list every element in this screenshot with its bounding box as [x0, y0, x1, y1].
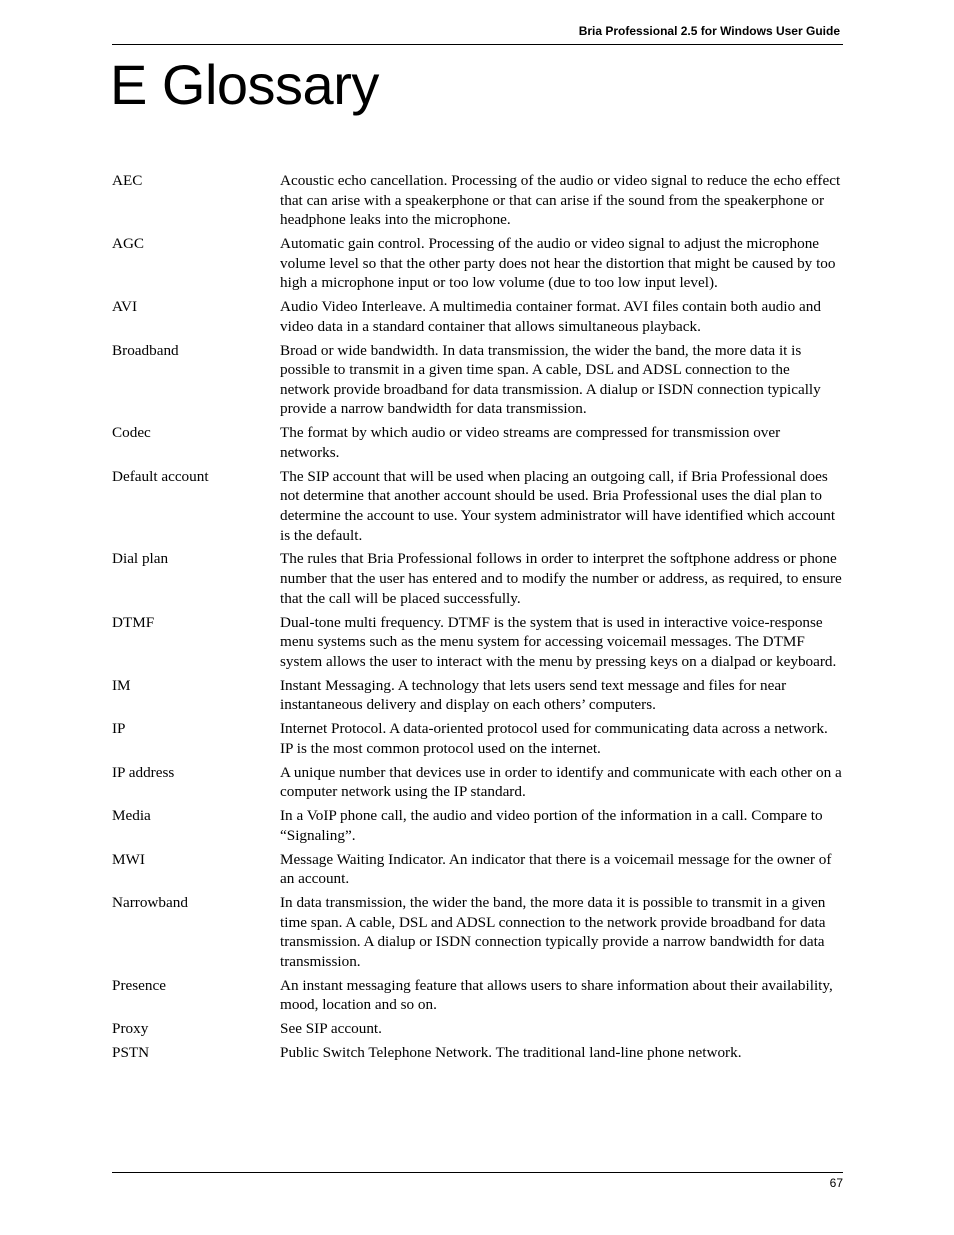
footer-divider: [112, 1172, 843, 1173]
glossary-entry: [112, 850, 843, 889]
glossary-term: IP: [112, 720, 126, 738]
chapter-title: E Glossary: [110, 53, 379, 116]
glossary-term: Default account: [112, 467, 209, 485]
glossary-entry: [112, 234, 843, 293]
glossary-term: AVI: [112, 298, 138, 316]
glossary-entry: [112, 613, 843, 672]
glossary-definition: The format by which audio or video streams are compressed for transmission over networks.: [280, 424, 781, 461]
glossary-term: Dial plan: [112, 550, 169, 568]
glossary-entry: [112, 171, 843, 230]
glossary-entry: [112, 676, 843, 715]
glossary-entry: [112, 976, 843, 1015]
glossary-entry: [112, 549, 843, 608]
glossary-definition: Instant Messaging. A technology that lets users send text message and files for near instantaneous delivery and display on each others’ computers.: [280, 676, 787, 714]
glossary-definition: In a VoIP phone call, the audio and video portion of the information in a call. Compare to “Signaling”.: [280, 807, 823, 844]
glossary-definition: Automatic gain control. Processing of the audio or video signal to adjust the microphone volume level so that the other party does not hear the distortion that might be caused by too high a microphone input or too low volume (due to too low input level).: [280, 235, 836, 292]
glossary-term: DTMF: [112, 613, 155, 631]
glossary-definition: Audio Video Interleave. A multimedia container format. AVI files contain both audio and video data in a standard container that allows simultaneous playback.: [280, 298, 821, 335]
glossary-entry: [112, 1019, 843, 1039]
glossary-list: [112, 171, 843, 1067]
glossary-definition: Dual-tone multi frequency. DTMF is the system that is used in interactive voice-response menu systems such as the menu system for accessing voicemail messages. The DTMF system allows the user to interact with the menu by pressing keys on a dialpad or keyboard.: [280, 613, 837, 670]
glossary-entry: [112, 719, 843, 758]
glossary-definition: See SIP account.: [280, 1020, 382, 1038]
glossary-definition: A unique number that devices use in order to identify and communicate with each other on a computer network using the IP standard.: [280, 763, 842, 801]
glossary-definition: Public Switch Telephone Network. The traditional land-line phone network.: [280, 1044, 742, 1062]
glossary-definition: Internet Protocol. A data-oriented protocol used for communicating data across a network. IP is the most common protocol used on the internet.: [280, 720, 828, 757]
glossary-term: Proxy: [112, 1020, 149, 1038]
glossary-term: Media: [112, 807, 151, 825]
glossary-definition: The rules that Bria Professional follows in order to interpret the softphone address or phone number that the user has entered and to modify the number or address, as required, to ensure that the call will be placed successfully.: [280, 550, 842, 607]
glossary-definition: Broad or wide bandwidth. In data transmission, the wider the band, the more data it is possible to transmit in a given time span. A cable, DSL and ADSL connection to the network provide broadband for data transmission. A dialup or ISDN connection typically provide a narrow bandwidth for data transmission.: [280, 341, 821, 418]
glossary-entry: [112, 1043, 843, 1063]
glossary-term: Narrowband: [112, 894, 188, 912]
glossary-entry: [112, 297, 843, 336]
glossary-definition: Acoustic echo cancellation. Processing of the audio or video signal to reduce the echo effect that can arise with a speakerphone or that can arise if the sound from the speakerphone or headphone leaks into the microphone.: [280, 172, 841, 229]
glossary-entry: [112, 467, 843, 545]
glossary-term: Broadband: [112, 341, 179, 359]
header-divider: [112, 44, 843, 45]
glossary-entry: [112, 341, 843, 419]
glossary-term: AGC: [112, 235, 145, 253]
page-number: 67: [829, 1176, 843, 1190]
glossary-definition: In data transmission, the wider the band, the more data it is possible to transmit in a given time span. A cable, DSL and ADSL connection to the network provide broadband for data transmission. A dialup or ISDN connection typically provide a narrow bandwidth for data transmission.: [280, 894, 826, 970]
glossary-definition: An instant messaging feature that allows users to share information about their availability, mood, location and so on.: [280, 976, 833, 1014]
glossary-definition: Message Waiting Indicator. An indicator that there is a voicemail message for the owner of an account.: [280, 850, 832, 888]
running-header: Bria Professional 2.5 for Windows User Guide: [578, 24, 840, 38]
glossary-term: Presence: [112, 976, 166, 994]
glossary-term: Codec: [112, 424, 151, 442]
glossary-term: IP address: [112, 763, 175, 781]
glossary-entry: [112, 806, 843, 845]
glossary-term: MWI: [112, 850, 145, 868]
glossary-term: PSTN: [112, 1044, 150, 1062]
glossary-entry: [112, 423, 843, 462]
glossary-term: IM: [112, 676, 131, 694]
glossary-term: AEC: [112, 172, 143, 189]
glossary-entry: [112, 763, 843, 802]
glossary-entry: [112, 893, 843, 971]
glossary-definition: The SIP account that will be used when placing an outgoing call, if Bria Professional does not determine that another account should be used. Bria Professional uses the dial plan to determine the account to use. Your system administrator will have identified which account is the default.: [280, 467, 836, 544]
